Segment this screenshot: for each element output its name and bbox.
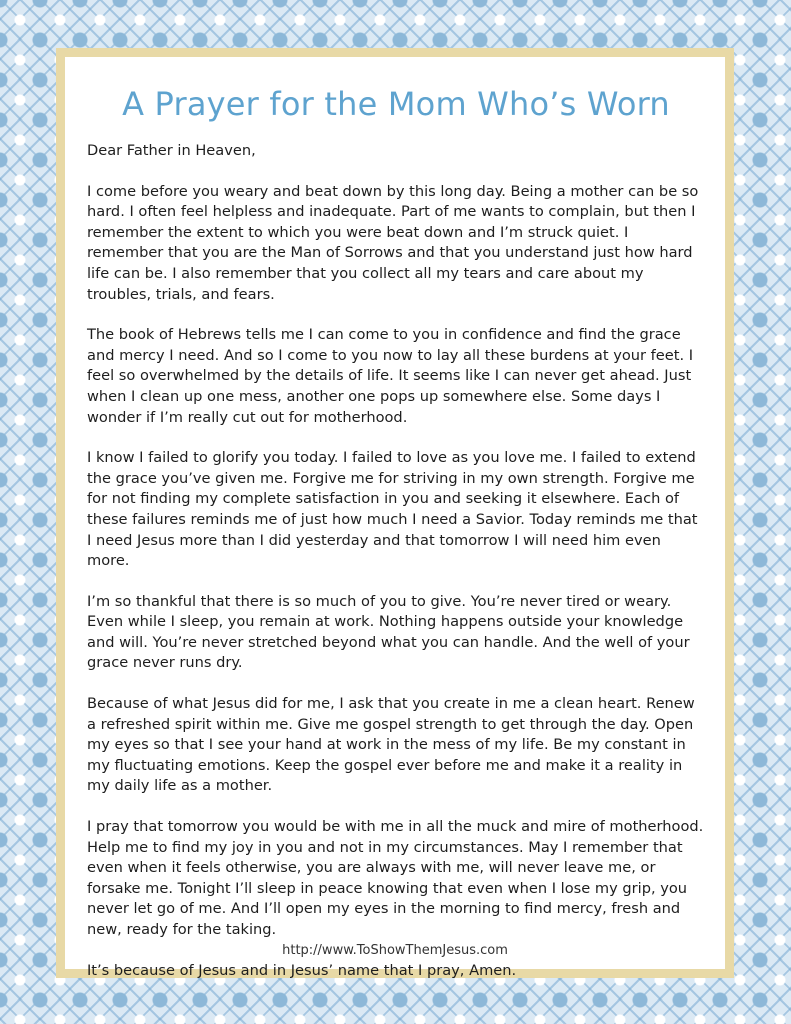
paragraph: Because of what Jesus did for me, I ask that you create in me a clean heart. Renew a refreshed spirit within me. Give me gospel strength to get through the day. Open my eyes so that I see your hand at work in the mess of my life. Be my constant in my fluctuating emotions. Keep the gospel ever before me and make it a reality in my daily life as a mother. [87,695,695,795]
paragraph: The book of Hebrews tells me I can come to you in confidence and find the grace and mercy I need. And so I come to you now to lay all these burdens at your feet. I feel so overwhelmed by the details of life. It seems like I can never get ahead. Just when I clean up one mess, another one pops up somewhere else. Some days I wonder if I’m really cut out for motherhood. [87,326,694,426]
page-title: A Prayer for the Mom Who’s Worn [122,85,670,123]
paragraph: I pray that tomorrow you would be with me in all the muck and mire of motherhood. Help me to find my joy in you and not in my circumstances. May I remember that even when it feels otherwise, you are always with me, will never leave me, or forsake me. Tonight I’ll sleep in peace knowing that even when I lose my grip, you never let go of me. And I’ll open my eyes in the morning to find mercy, fresh and new, ready for the taking. [87,818,704,938]
page-frame [56,48,734,978]
paragraph: I’m so thankful that there is so much of you to give. You’re never tired or weary. Even while I sleep, you remain at work. Nothing happens outside your knowledge and will. You’re never stretched beyond what you can handle. And the well of your grace never runs dry. [87,592,690,672]
closing-paragraph: It’s because of Jesus and in Jesus’ name that I pray, Amen. [87,961,517,979]
paragraph: I come before you weary and beat down by this long day. Being a mother can be so hard. I often feel helpless and inadequate. Part of me wants to complain, but then I remember the extent to which you were beat down and I’m struck quiet. I remember that you are the Man of Sorrows and that you understand just how hard life can be. I also remember that you collect all my tears and care about my troubles, trials, and fears. [87,182,699,303]
salutation: Dear Father in Heaven, [87,142,256,159]
prayer-card [65,57,725,979]
footer-url: http://www.ToShowThemJesus.com [282,943,508,958]
paragraph: I know I failed to glorify you today. I failed to love as you love me. I failed to extend the grace you’ve given me. Forgive me for striving in my own strength. Forgive me for not finding my complete satisfaction in you and seeking it elsewhere. Each of these failures reminds me of just how much I need a Savior. Today reminds me that I need Jesus more than I did yesterday and that tomorrow I will need him even more. [87,449,698,570]
prayer-body [87,141,705,981]
